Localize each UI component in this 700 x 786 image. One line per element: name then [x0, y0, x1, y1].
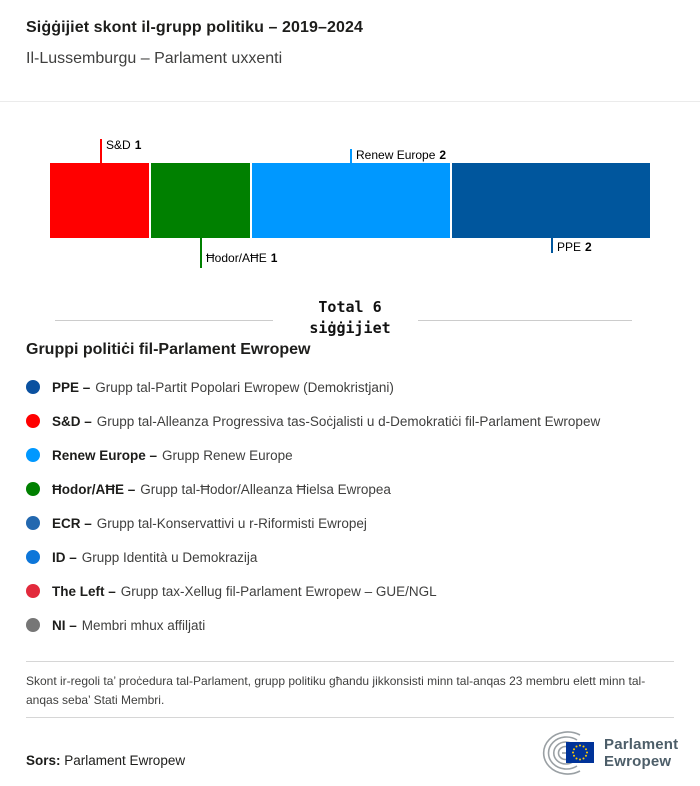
legend-item [26, 438, 674, 472]
european-parliament-logo [528, 727, 678, 779]
bar-segment-S&D [50, 163, 149, 238]
legend-color-dot [26, 414, 40, 428]
callout-sd-value: 1 [134, 138, 142, 152]
legend-color-dot [26, 516, 40, 530]
legend-item [26, 472, 674, 506]
header-divider [0, 101, 700, 102]
legend-item [26, 370, 674, 404]
callout-hodor-value: 1 [270, 251, 278, 265]
legend-heading: Gruppi politiċi fil-Parlament Ewropew [26, 341, 311, 358]
legend-item-label: Renew Europe – Grupp Renew Europe [52, 447, 293, 463]
logo-line1: Parlament [604, 736, 679, 753]
source-line [26, 753, 185, 768]
page-subtitle: Il-Lussemburgu – Parlament uxxenti [26, 50, 283, 67]
callout-label-sd [106, 138, 141, 152]
parliament-hemicycle-icon [528, 727, 596, 779]
legend-color-dot [26, 448, 40, 462]
callout-ppe-name: PPE [557, 240, 582, 254]
footnote: Skont ir-regoli ta’ proċedura tal-Parlament, grupp politiku għandu jikkonsisti minn tal-anqas 23 membru elett minn tal-anqas seba’ Stati Membri. [26, 674, 646, 707]
legend-item [26, 608, 674, 642]
footnote-divider-top [26, 661, 674, 662]
callout-label-ppe [557, 240, 592, 254]
callout-tick-ppe [551, 238, 553, 253]
callout-tick-hodor-ahe [200, 238, 202, 268]
bar-segment-Renew Europe [252, 163, 450, 238]
legend-item [26, 574, 674, 608]
bar-segment-Ħodor/AĦE [151, 163, 250, 238]
callout-hodor-name: Ħodor/AĦE [206, 251, 267, 265]
callout-renew-name: Renew Europe [356, 148, 436, 162]
callout-renew-value: 2 [439, 148, 447, 162]
legend-color-dot [26, 380, 40, 394]
page-title: Siġġijiet skont il-grupp politiku – 2019–2024 [26, 19, 364, 36]
logo-wordmark [604, 736, 678, 770]
legend [26, 370, 674, 642]
legend-item-label: PPE – Grupp tal-Partit Popolari Ewropew (Demokristjani) [52, 379, 394, 395]
legend-color-dot [26, 550, 40, 564]
legend-item-label: The Left – Grupp tax-Xellug fil-Parlament Ewropew – GUE/NGL [52, 583, 437, 599]
legend-color-dot [26, 482, 40, 496]
stacked-seat-bar [50, 163, 650, 238]
legend-item-label: S&D – Grupp tal-Alleanza Progressiva tas-Soċjalisti u d-Demokratiċi fil-Parlament Ewropew [52, 413, 601, 429]
callout-tick-renew-europe [350, 149, 352, 163]
footnote-divider-bottom [26, 717, 674, 718]
total-seats [0, 297, 700, 339]
legend-item [26, 506, 674, 540]
legend-item-label: ECR – Grupp tal-Konservattivi u r-Riformisti Ewropej [52, 515, 367, 531]
legend-color-dot [26, 618, 40, 632]
legend-color-dot [26, 584, 40, 598]
legend-item [26, 404, 674, 438]
legend-item-label: ID – Grupp Identità u Demokrazija [52, 549, 258, 565]
logo-line2: Ewropew [604, 753, 672, 770]
callout-tick-sd [100, 139, 102, 163]
legend-item [26, 540, 674, 574]
source-value: Parlament Ewropew [64, 753, 186, 768]
legend-item-label: NI – Membri mhux affiljati [52, 617, 206, 633]
callout-sd-name: S&D [106, 138, 131, 152]
bar-segment-PPE [452, 163, 650, 238]
source-label: Sors: [26, 753, 61, 768]
callout-ppe-value: 2 [585, 240, 592, 254]
callout-label-hodor-ahe [206, 251, 277, 265]
total-line1: Total 6 [318, 298, 382, 316]
legend-item-label: Ħodor/AĦE – Grupp tal-Ħodor/Alleanza Ħielsa Ewropea [52, 481, 391, 497]
callout-label-renew-europe [356, 148, 446, 162]
total-line2: siġġijiet [309, 319, 391, 337]
